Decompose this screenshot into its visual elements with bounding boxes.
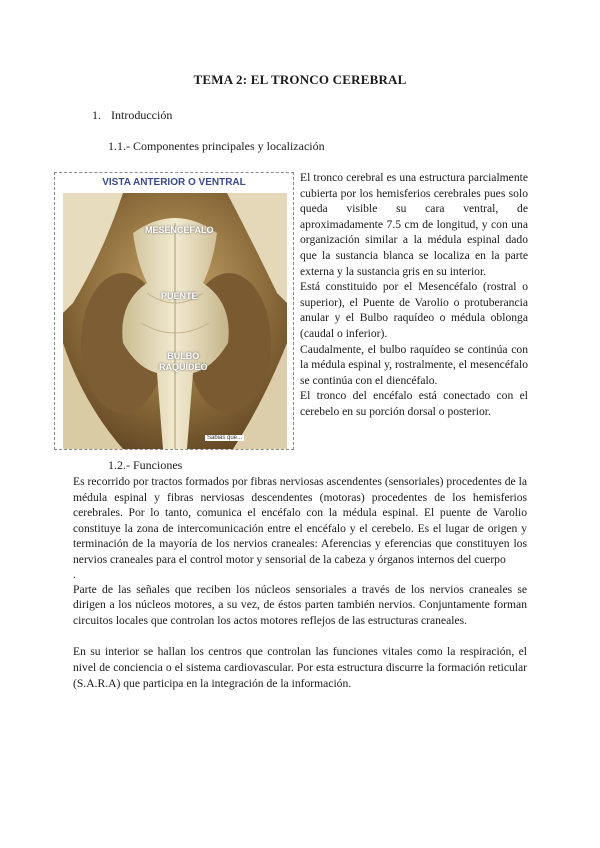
section-number: 1.: [92, 108, 101, 122]
intro-paragraph: El tronco del encéfalo está conectado con el cerebelo en su porción dorsal o posterior.: [300, 389, 528, 418]
brainstem-figure: [54, 172, 294, 450]
funciones-paragraph: Parte de las señales que reciben los núcleos sensoriales a través de los nervios craneales se dirigen a los núcleos motores, a su vez, de éstos parten también nervios. Conjuntamente forman circuitos locales que controlan los actos motores reflejos de las estructuras craneales.: [73, 582, 527, 627]
intro-paragraph: Caudalmente, el bulbo raquídeo se continúa con la médula espinal y, rostralmente, el mesencéfalo se continúa con el diencéfalo.: [300, 342, 528, 387]
figure-header: VISTA ANTERIOR O VENTRAL: [102, 177, 246, 188]
label-bulbo-raquideo: BULBO RAQUÍDEO: [159, 351, 208, 372]
intro-paragraph: Está constituido por el Mesencéfalo (rostral o superior), el Puente de Varolio o protuberancia anular y el Bulbo raquídeo o médula oblonga (caudal o inferior).: [300, 280, 528, 340]
funciones-paragraph: Es recorrido por tractos formados por fibras nerviosas ascendentes (sensoriales) procedentes de la médula espinal y fibras nerviosas descendentes (motoras) procedentes de los hemisferios cerebrales. Por lo tanto, comunica el encéfalo con la médula espinal. El puente de Varolio constituye la zona de intercomunicación entre el encéfalo y el cerebelo. Es el lugar de origen y terminación de la mayoría de los nervios craneales: Aferencias y eferencias que constituyen los nervios craneales para el control motor y sensorial de la cabeza y órganos internos del cuerpo: [73, 475, 527, 566]
funciones-text: [73, 474, 527, 691]
funciones-paragraph: .: [73, 567, 76, 581]
subsection-heading-componentes: 1.1.- Componentes principales y localización: [108, 139, 325, 153]
section-heading-introduccion: [92, 108, 172, 123]
section-label: Introducción: [111, 108, 173, 122]
label-puente: PUENTE: [161, 291, 198, 301]
intro-text: [300, 170, 528, 420]
funciones-paragraph: En su interior se hallan los centros que controlan las funciones vitales como la respiración, el nivel de conciencia o el sistema cardiovascular. Por esta estructura discurre la formación reticular (S.A.R.A) que participa en la integración de la información.: [73, 645, 527, 690]
figure-credit: Sabias que...: [207, 435, 243, 441]
label-mesencefalo: MESENCÉFALO: [145, 225, 214, 235]
page-title: TEMA 2: EL TRONCO CEREBRAL: [193, 72, 407, 87]
subsection-heading-funciones: 1.2.- Funciones: [108, 458, 183, 472]
intro-paragraph: El tronco cerebral es una estructura parcialmente cubierta por los hemisferios cerebrales pues solo queda visible su cara ventral, de aproximadamente 7.5 cm de longitud, y con una organización similar a la médula espinal dado que la sustancia blanca se localiza en la parte externa y la sustancia gris en su interior.: [300, 171, 528, 278]
